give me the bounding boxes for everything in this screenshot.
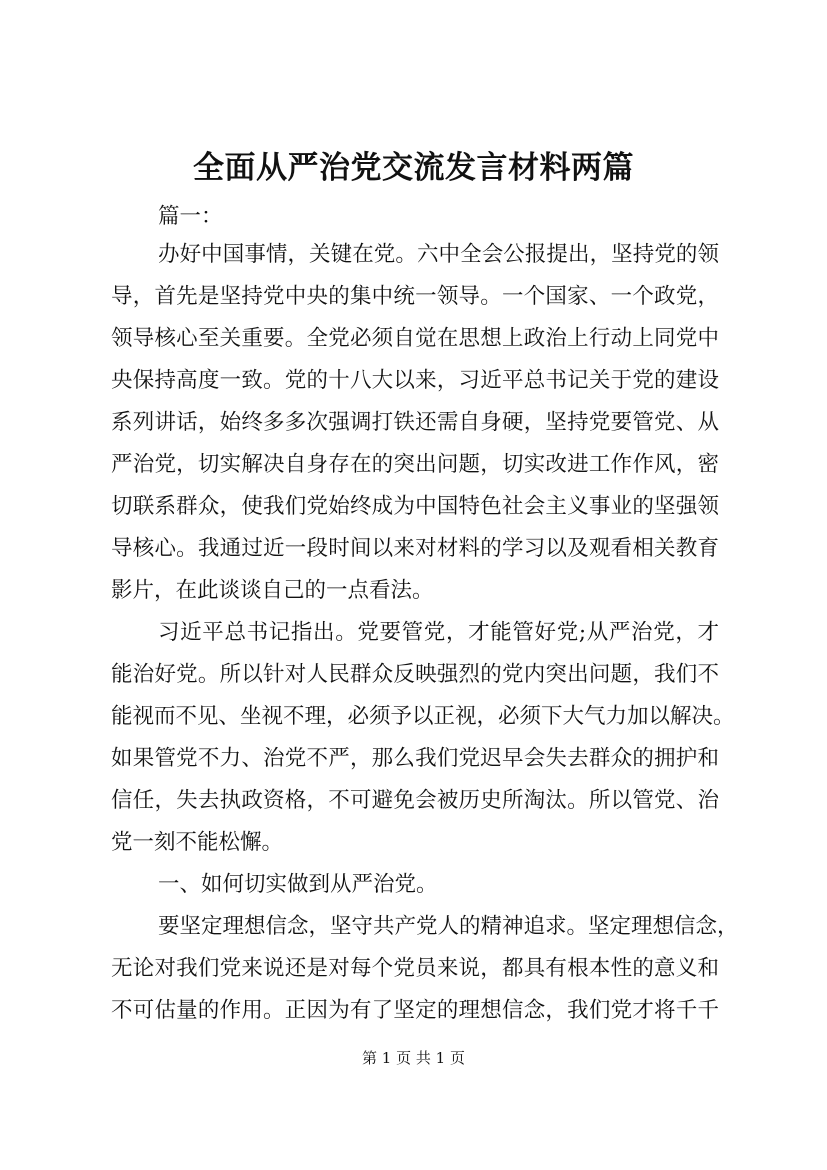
- body-line: 切联系群众，使我们党始终成为中国特色社会主义事业的坚强领: [111, 494, 719, 519]
- page-footer: 第 1 页 共 1 页: [362, 1049, 465, 1067]
- body-line: 能视而不见、坐视不理，必须予以正视，必须下大气力加以解决。: [111, 704, 735, 729]
- body-line: 影片，在此谈谈自己的一点看法。: [111, 578, 434, 603]
- document-title: 全面从严治党交流发言材料两篇: [193, 150, 634, 186]
- body-line: 办好中国事情，关键在党。六中全会公报提出，坚持党的领: [158, 242, 719, 267]
- body-line: 如果管党不力、治党不严，那么我们党迟早会失去群众的拥护和: [111, 746, 719, 771]
- body-line: 严治党，切实解决自身存在的突出问题，切实改进工作作风，密: [111, 452, 719, 477]
- body-line: 导，首先是坚持党中央的集中统一领导。一个国家、一个政党，: [111, 284, 719, 309]
- body-line: 要坚定理想信念，坚守共产党人的精神追求。坚定理想信念，: [158, 914, 739, 939]
- body-line: 党一刻不能松懈。: [111, 830, 284, 855]
- body-line: 能治好党。所以针对人民群众反映强烈的党内突出问题，我们不: [111, 662, 719, 687]
- body-line: 无论对我们党来说还是对每个党员来说，都具有根本性的意义和: [111, 956, 719, 981]
- body-line: 央保持高度一致。党的十八大以来，习近平总书记关于党的建设: [111, 368, 719, 393]
- section-heading: 一、如何切实做到从严治党。: [158, 872, 438, 897]
- body-line: 导核心。我通过近一段时间以来对材料的学习以及观看相关教育: [111, 536, 719, 561]
- body-line: 信任，失去执政资格，不可避免会被历史所淘汰。所以管党、治: [111, 788, 719, 813]
- body-line: 系列讲话，始终多多次强调打铁还需自身硬，坚持党要管党、从: [111, 410, 719, 435]
- body-line: 领导核心至关重要。全党必须自觉在思想上政治上行动上同党中: [111, 326, 719, 351]
- body-line: 习近平总书记指出。党要管党，才能管好党;从严治党，才: [158, 620, 719, 645]
- section-label: 篇一：: [158, 204, 223, 229]
- body-line: 不可估量的作用。正因为有了坚定的理想信念，我们党才将千千: [111, 998, 719, 1023]
